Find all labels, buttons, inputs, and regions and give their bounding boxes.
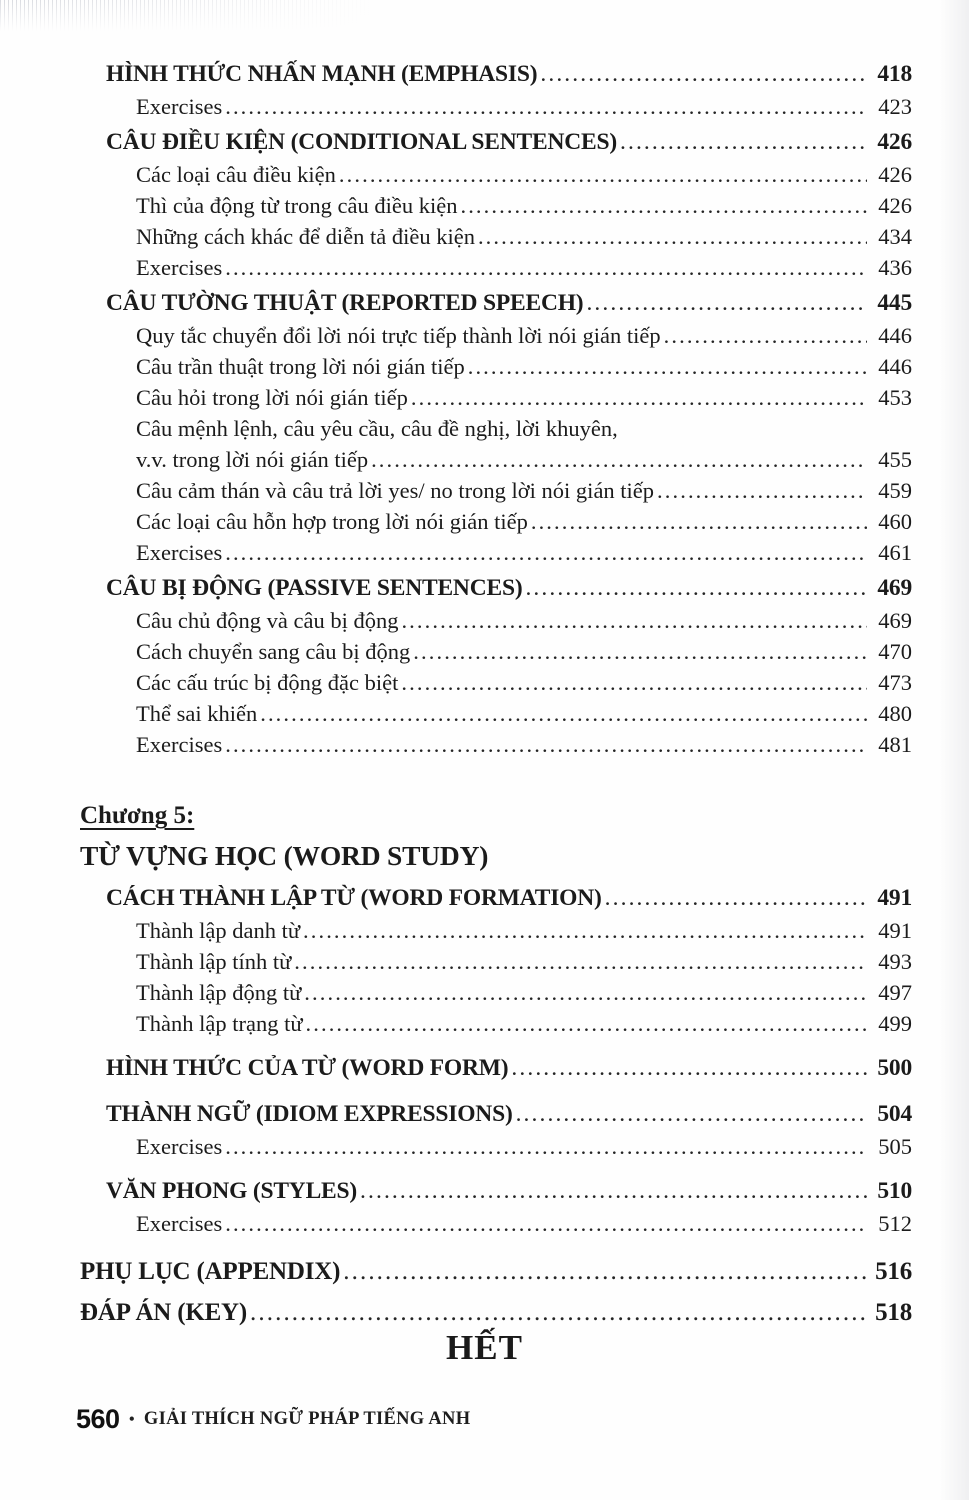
- toc-page-number: 491: [878, 918, 912, 943]
- toc-page-number: 516: [875, 1258, 912, 1285]
- toc-entry-label: Các loại câu điều kiện: [136, 162, 336, 187]
- toc-entry-label: Câu cảm thán và câu trả lời yes/ no trong lời nói gián tiếp: [136, 478, 655, 503]
- toc-entry-label: ĐÁP ÁN (KEY): [80, 1299, 248, 1326]
- toc-row: [0, 833, 912, 878]
- scan-gutter-shadow: [939, 0, 969, 1500]
- toc-row: [0, 537, 912, 568]
- dot-leader: [260, 698, 867, 729]
- dot-leader: [339, 159, 867, 190]
- footer-separator-bullet: •: [128, 1409, 135, 1429]
- toc-page-number: 481: [878, 732, 912, 757]
- toc-row: [0, 881, 912, 915]
- toc-row: [0, 351, 912, 382]
- dot-leader: [525, 571, 867, 605]
- dot-leader: [586, 286, 867, 320]
- dot-leader: [511, 1051, 867, 1085]
- toc-page-number: 446: [878, 323, 912, 348]
- toc-list: [0, 54, 912, 1333]
- footer: [76, 1404, 470, 1435]
- dot-leader: [225, 1208, 867, 1239]
- toc-page-number: 497: [878, 980, 912, 1005]
- toc-entry-label: Thể sai khiến: [136, 701, 258, 726]
- toc-entry-label: Exercises: [136, 540, 223, 565]
- toc-entry-label: Chương 5:: [80, 802, 195, 829]
- toc-entry-label: Cách chuyển sang câu bị động: [136, 639, 411, 664]
- dot-leader: [225, 537, 867, 568]
- toc-page-number: 436: [878, 255, 912, 280]
- dot-leader: [306, 1008, 867, 1039]
- toc-row: [0, 382, 912, 413]
- dot-leader: [516, 1097, 867, 1131]
- toc-entry-label: Exercises: [136, 94, 223, 119]
- toc-entry-label: PHỤ LỤC (APPENDIX): [80, 1258, 341, 1285]
- toc-page-number: 499: [878, 1011, 912, 1036]
- dot-leader: [605, 881, 867, 915]
- toc-entry-label: Exercises: [136, 255, 223, 280]
- dot-leader: [225, 729, 867, 760]
- toc-page-number: 505: [878, 1134, 912, 1159]
- toc-row: [0, 91, 912, 122]
- toc-entry-label: Exercises: [136, 1211, 223, 1236]
- toc-row: [0, 977, 912, 1008]
- toc-entry-label: CÂU BỊ ĐỘNG (PASSIVE SENTENCES): [106, 575, 523, 601]
- dot-leader: [401, 605, 867, 636]
- toc-row: [0, 1251, 912, 1292]
- dot-leader: [413, 636, 867, 667]
- toc-row: [0, 1051, 912, 1085]
- toc-entry-label: VĂN PHONG (STYLES): [106, 1178, 358, 1204]
- toc-row: [0, 1008, 912, 1039]
- toc-page-number: 453: [878, 385, 912, 410]
- dot-leader: [294, 946, 867, 977]
- toc-row: [0, 915, 912, 946]
- toc-row: [0, 698, 912, 729]
- dot-leader: [303, 915, 867, 946]
- toc-entry-label: CÂU ĐIỀU KIỆN (CONDITIONAL SENTENCES): [106, 129, 617, 155]
- toc-page-number: 469: [877, 575, 912, 601]
- toc-row: [0, 605, 912, 636]
- toc-row: [0, 475, 912, 506]
- dot-leader: [478, 221, 867, 252]
- dot-leader: [225, 252, 867, 283]
- toc-entry-label: Exercises: [136, 1134, 223, 1159]
- toc-entry-label: Thành lập tính từ: [136, 949, 292, 974]
- toc-page-number: 512: [878, 1211, 912, 1236]
- toc-row: [0, 252, 912, 283]
- dot-leader: [343, 1251, 867, 1292]
- dot-leader: [540, 57, 867, 91]
- toc-entry-label: Thành lập động từ: [136, 980, 302, 1005]
- toc-page-number: 459: [878, 478, 912, 503]
- toc-page-number: 445: [877, 290, 912, 316]
- toc-entry-label: v.v. trong lời nói gián tiếp: [136, 447, 369, 472]
- dot-leader: [531, 506, 867, 537]
- toc-entry-label: Exercises: [136, 732, 223, 757]
- toc-entry-label: Những cách khác để diễn tả điều kiện: [136, 224, 475, 249]
- footer-page-number: 560: [76, 1404, 120, 1434]
- toc-page-number: 418: [877, 61, 912, 87]
- toc-row: [0, 1131, 912, 1162]
- toc-entry-label: THÀNH NGỮ (IDIOM EXPRESSIONS): [106, 1101, 513, 1127]
- dot-leader: [620, 125, 867, 159]
- toc-row: [0, 571, 912, 605]
- toc-page-number: 423: [878, 94, 912, 119]
- toc-row: [0, 221, 912, 252]
- toc-entry-label: Câu chủ động và câu bị động: [136, 608, 399, 633]
- toc-row: [0, 1292, 912, 1333]
- toc-entry-label: HÌNH THỨC NHẤN MẠNH (EMPHASIS): [106, 61, 538, 87]
- toc-row: [0, 1097, 912, 1131]
- toc-page-number: 504: [877, 1101, 912, 1127]
- toc-entry-label: Thì của động từ trong câu điều kiện: [136, 193, 458, 218]
- toc-row: [0, 159, 912, 190]
- toc-entry-label: CÁCH THÀNH LẬP TỪ (WORD FORMATION): [106, 885, 602, 911]
- toc-entry-label: Quy tắc chuyển đổi lời nói trực tiếp thành lời nói gián tiếp: [136, 323, 661, 348]
- dot-leader: [664, 320, 867, 351]
- toc-entry-label: HÌNH THỨC CỦA TỪ (WORD FORM): [106, 1055, 509, 1081]
- toc-page-number: 493: [878, 949, 912, 974]
- toc-row: [0, 57, 912, 91]
- toc-row: [0, 636, 912, 667]
- toc-entry-label: Các loại câu hỗn hợp trong lời nói gián tiếp: [136, 509, 528, 534]
- toc-row: [0, 1208, 912, 1239]
- toc-entry-label: Các cấu trúc bị động đặc biệt: [136, 670, 399, 695]
- toc-row: [0, 286, 912, 320]
- toc-page-number: 491: [877, 885, 912, 911]
- dot-leader: [360, 1174, 867, 1208]
- dot-leader: [460, 190, 867, 221]
- toc-row: [0, 413, 912, 444]
- end-marker: HẾT: [446, 1328, 523, 1367]
- toc-page-number: 426: [878, 193, 912, 218]
- toc-entry-label: Câu trần thuật trong lời nói gián tiếp: [136, 354, 465, 379]
- toc-page-number: 500: [877, 1055, 912, 1081]
- toc-page-number: 460: [878, 509, 912, 534]
- dot-leader: [657, 475, 867, 506]
- dot-leader: [411, 382, 867, 413]
- toc-row: [0, 506, 912, 537]
- toc-page-number: 510: [877, 1178, 912, 1204]
- toc-page-number: 434: [878, 224, 912, 249]
- toc-row: [0, 946, 912, 977]
- toc-row: [0, 125, 912, 159]
- dot-leader: [371, 444, 867, 475]
- toc-page-number: 473: [878, 670, 912, 695]
- toc-entry-label: Câu mệnh lệnh, câu yêu cầu, câu đề nghị, lời khuyên,: [136, 416, 618, 441]
- toc-entry-label: TỪ VỰNG HỌC (WORD STUDY): [80, 840, 489, 871]
- scan-artifact-stripes: [0, 0, 480, 34]
- dot-leader: [304, 977, 867, 1008]
- toc-entry-label: Câu hỏi trong lời nói gián tiếp: [136, 385, 408, 410]
- toc-row: [0, 190, 912, 221]
- toc-row: [0, 444, 912, 475]
- dot-leader: [401, 667, 867, 698]
- toc-page-number: 426: [877, 129, 912, 155]
- toc-entry-label: Thành lập trạng từ: [136, 1011, 303, 1036]
- toc-page-number: 469: [878, 608, 912, 633]
- toc-row: [0, 667, 912, 698]
- footer-book-title: GIẢI THÍCH NGỮ PHÁP TIẾNG ANH: [143, 1409, 471, 1429]
- toc-row: [0, 1174, 912, 1208]
- dot-leader: [250, 1292, 867, 1333]
- toc-page-number: 461: [878, 540, 912, 565]
- dot-leader: [468, 351, 867, 382]
- toc-row: [0, 729, 912, 760]
- toc-page-number: 455: [878, 447, 912, 472]
- toc-row: [0, 798, 912, 833]
- dot-leader: [225, 91, 867, 122]
- dot-leader: [225, 1131, 867, 1162]
- toc-page-number: 480: [878, 701, 912, 726]
- toc-page-number: 426: [878, 162, 912, 187]
- toc-page-number: 470: [878, 639, 912, 664]
- toc-page-number: 518: [875, 1299, 912, 1326]
- toc-page-number: 446: [878, 354, 912, 379]
- toc-row: [0, 320, 912, 351]
- toc-entry-label: CÂU TƯỜNG THUẬT (REPORTED SPEECH): [106, 290, 584, 316]
- toc-entry-label: Thành lập danh từ: [136, 918, 301, 943]
